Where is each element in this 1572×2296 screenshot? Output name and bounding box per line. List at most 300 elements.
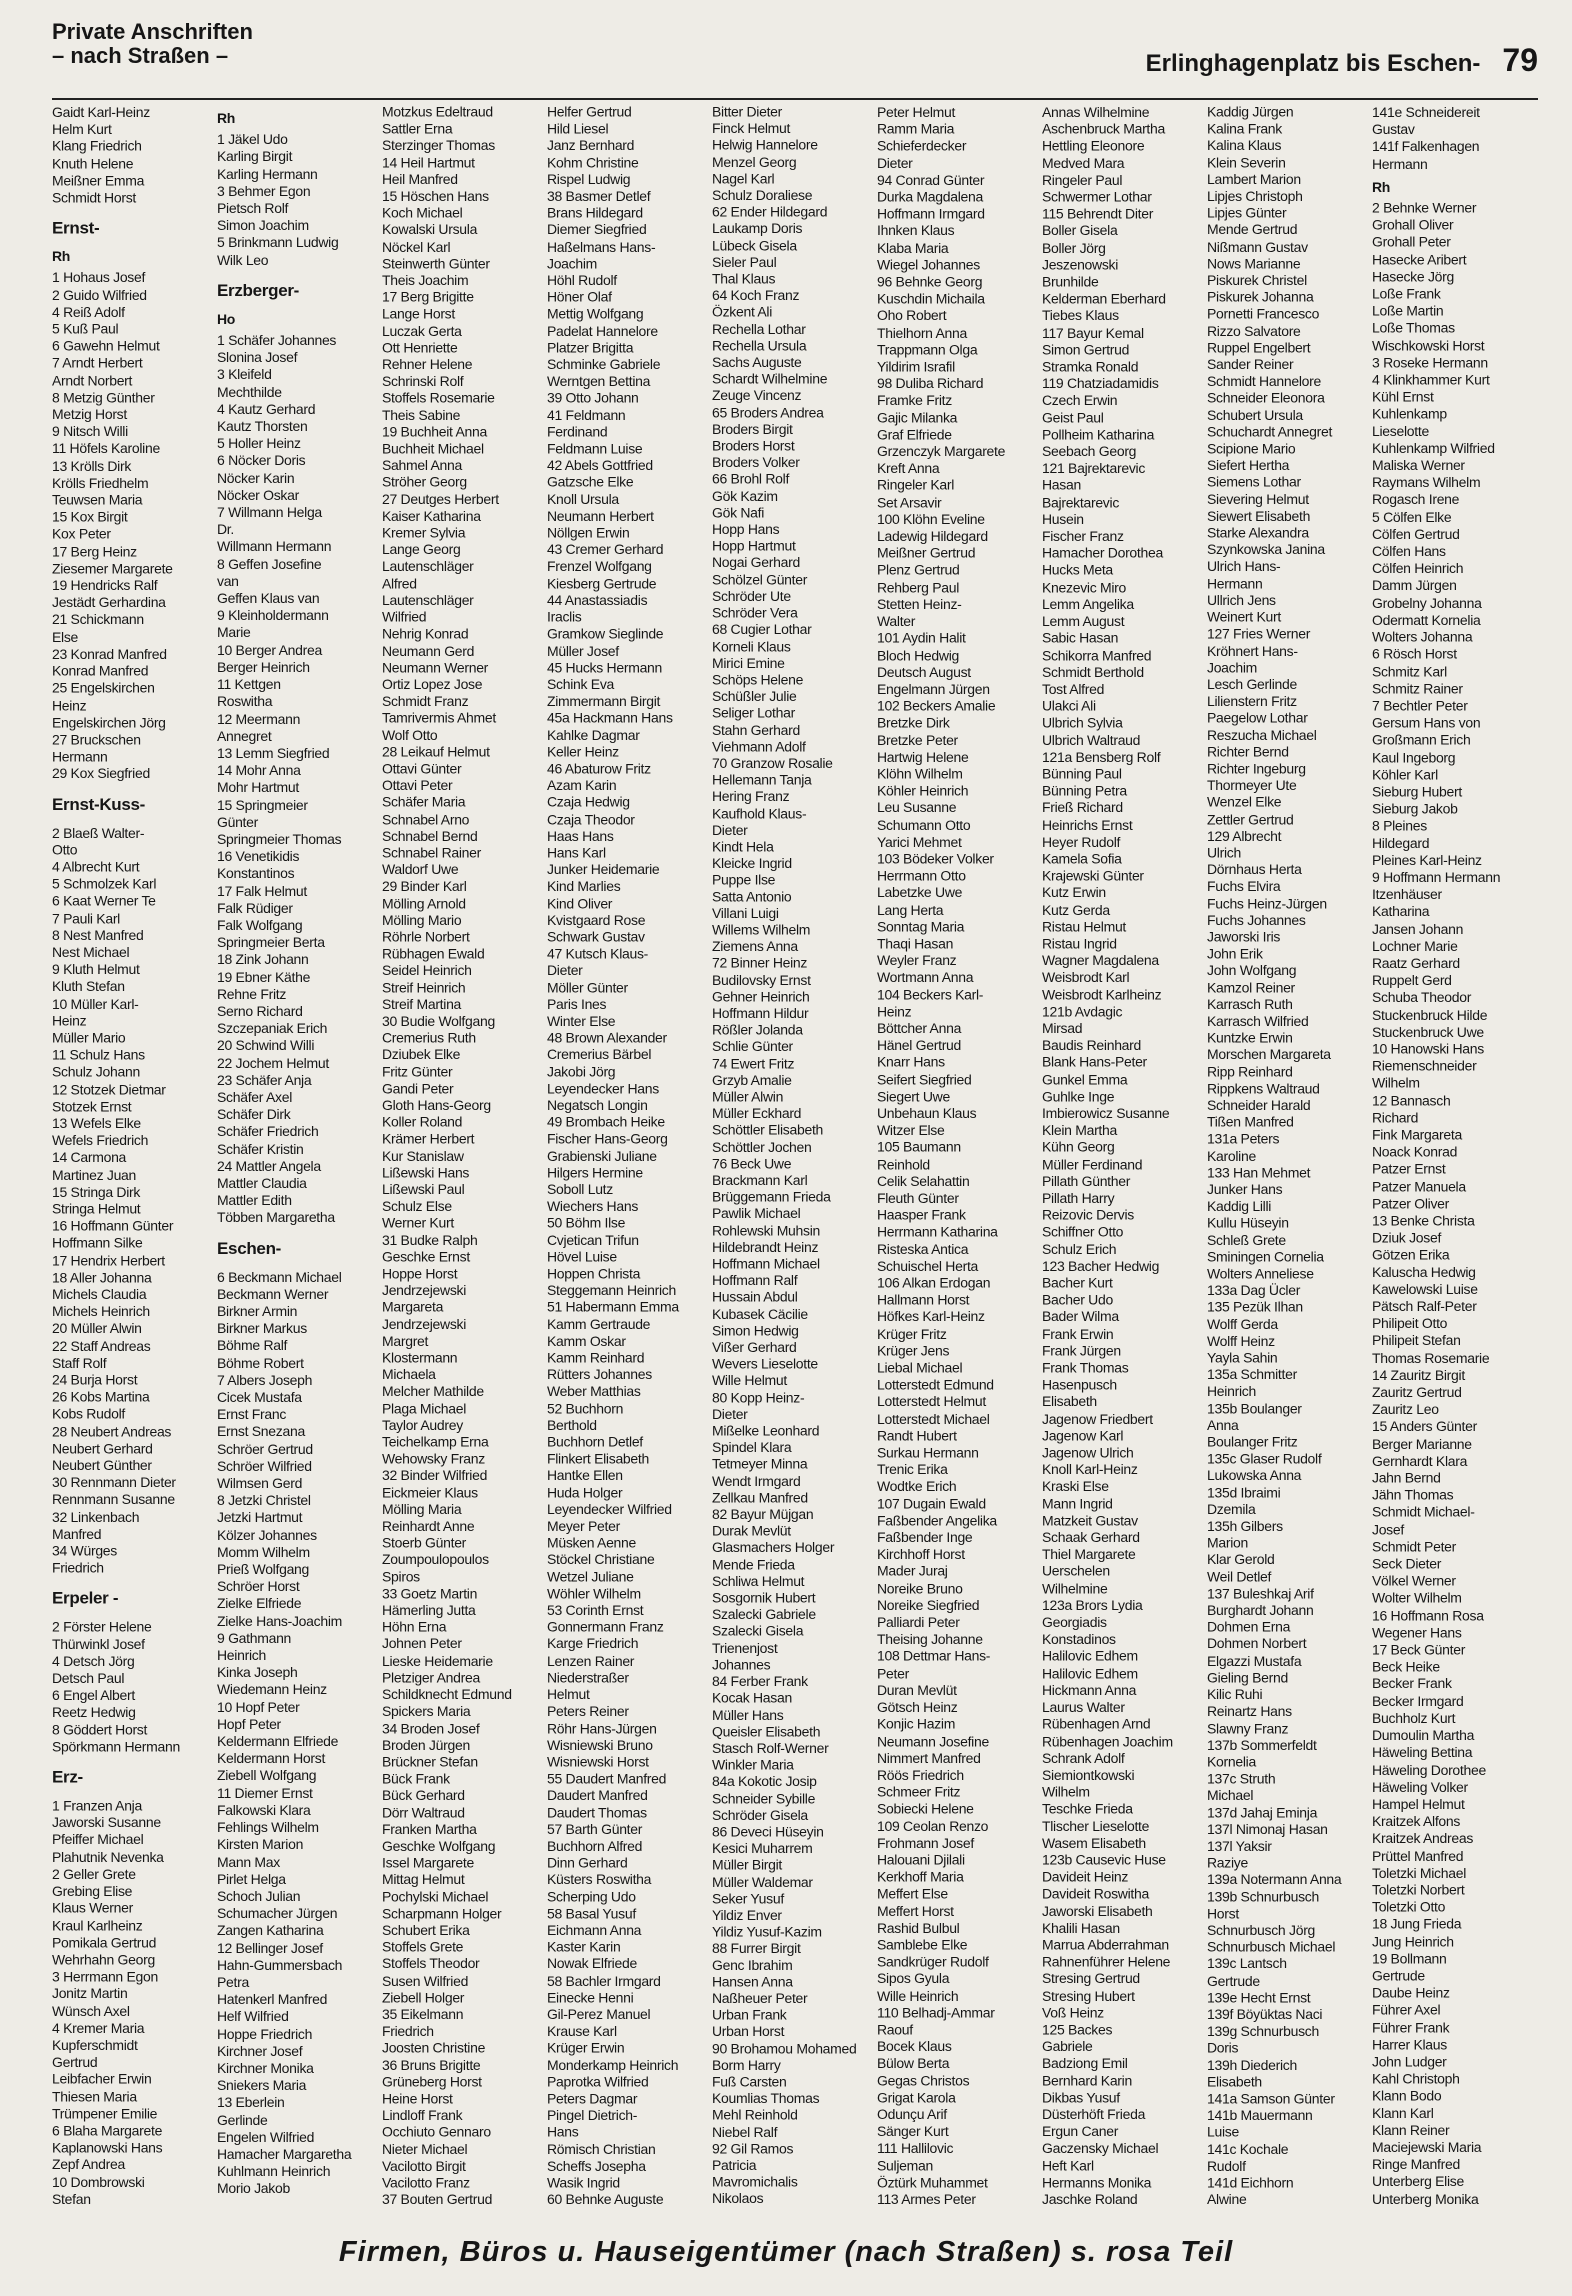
resident-entry: John Wolfgang <box>1207 962 1297 979</box>
resident-entry: Schmidt Berthold <box>1042 663 1144 680</box>
resident-entry: Ulbrich Waltraud <box>1042 731 1141 748</box>
resident-entry: Grabienski Juliane <box>547 1147 657 1164</box>
resident-entry: Durka Magdalena <box>877 188 984 205</box>
resident-entry: Hoppe Friedrich <box>217 2025 313 2042</box>
resident-entry: Boller Gisela <box>1042 222 1118 239</box>
resident-entry: 10 Dombrowski <box>52 2173 145 2190</box>
resident-entry: Friedrich <box>52 1559 104 1576</box>
resident-entry: Wisniewski Horst <box>547 1753 649 1770</box>
resident-entry: Czech Erwin <box>1042 392 1118 409</box>
resident-entry: Kornelia <box>1207 1753 1256 1770</box>
resident-entry: 74 Ewert Fritz <box>712 1055 795 1072</box>
resident-entry: Müller Hans <box>712 1706 784 1723</box>
resident-entry: 30 Rennmann Dieter <box>52 1474 176 1491</box>
resident-entry: Lotterstedt Michael <box>877 1410 990 1427</box>
resident-entry: Pietsch Rolf <box>217 200 289 217</box>
resident-entry: Dzemila <box>1207 1501 1256 1517</box>
resident-entry: Itzenhäuser <box>1372 886 1442 903</box>
resident-entry: Berthold <box>547 1417 597 1433</box>
resident-entry: Halilovic Edhem <box>1042 1648 1138 1664</box>
resident-entry: Neumann Herbert <box>547 508 654 524</box>
resident-entry: Wefels Friedrich <box>52 1132 149 1149</box>
resident-entry: Kahl Christoph <box>1372 2070 1460 2087</box>
resident-entry: 123a Brors Lydia <box>1042 1597 1143 1614</box>
resident-entry: Schulz Johann <box>52 1063 140 1080</box>
resident-entry: Bitter Dieter <box>712 104 783 120</box>
resident-entry: Jagenow Ulrich <box>1042 1444 1134 1461</box>
resident-entry: Hasan <box>1042 477 1081 494</box>
resident-entry: Michels Claudia <box>52 1286 147 1303</box>
resident-entry: Wendt Irmgard <box>712 1473 801 1489</box>
resident-entry: 10 Hopf Peter <box>217 1698 300 1715</box>
resident-entry: 129 Albrecht <box>1207 827 1282 844</box>
resident-entry: Wilk Leo <box>217 251 269 268</box>
resident-entry: Ristau Ingrid <box>1042 935 1117 952</box>
resident-entry: Rippkens Waltraud <box>1207 1080 1320 1097</box>
resident-entry: Jähn Thomas <box>1372 1486 1454 1503</box>
resident-entry: Neumann Josefine <box>877 1733 989 1749</box>
resident-entry: Gernhardt Klara <box>1372 1452 1468 1469</box>
resident-entry: Alfred <box>382 575 417 592</box>
resident-entry: Hucks Meta <box>1042 562 1113 578</box>
resident-entry: Einecke Henni <box>547 1989 634 2006</box>
resident-entry: Richard <box>1372 1109 1419 1126</box>
resident-entry: 5 Cölfen Elke <box>1372 508 1452 525</box>
resident-entry: Kaiser Katharina <box>382 508 481 524</box>
resident-entry: 1 Franzen Anja <box>52 1797 142 1814</box>
resident-entry: 4 Albrecht Kurt <box>52 858 140 875</box>
resident-entry: Krämer Herbert <box>382 1130 475 1147</box>
resident-entry: Luczak Gerta <box>382 322 462 339</box>
resident-entry: Szalecki Gabriele <box>712 1606 816 1623</box>
resident-entry: Dohmen Norbert <box>1207 1635 1307 1652</box>
resident-entry: Neumann Werner <box>382 659 489 676</box>
resident-entry: Konstadinos <box>1042 1631 1116 1648</box>
resident-entry: Risteska Antica <box>877 1240 969 1257</box>
resident-entry: Marion <box>1207 1534 1248 1551</box>
resident-entry: Pirlet Helga <box>217 1870 286 1887</box>
resident-entry: 19 Hendricks Ralf <box>52 577 158 594</box>
resident-entry: 13 Benke Christa <box>1372 1212 1475 1229</box>
resident-entry: Stuckenbruck Hilde <box>1372 1006 1488 1023</box>
resident-entry: Jung Heinrich <box>1372 1933 1454 1950</box>
resident-entry: 141c Kochale <box>1207 2141 1289 2157</box>
resident-entry: Schröer Horst <box>217 1578 300 1595</box>
resident-entry: Lotterstedt Edmund <box>877 1376 994 1393</box>
resident-entry: Wünsch Axel <box>52 2002 130 2019</box>
resident-entry: Wetzel Juliane <box>547 1568 634 1585</box>
resident-entry: Lindloff Frank <box>382 2107 463 2124</box>
resident-entry: Mann Max <box>217 1853 280 1870</box>
resident-entry: Spindel Klara <box>712 1439 792 1456</box>
resident-entry: Sieburg Jakob <box>1372 800 1458 817</box>
resident-entry: 4 Kremer Maria <box>52 2019 145 2036</box>
district-code: Rh <box>1372 178 1391 195</box>
resident-entry: Tiebes Klaus <box>1042 307 1119 324</box>
resident-entry: 23 Schäfer Anja <box>217 1071 312 1088</box>
resident-entry: 14 Zauritz Birgit <box>1372 1366 1465 1383</box>
resident-entry: 6 Engel Albert <box>52 1687 135 1704</box>
resident-entry: Hallmann Horst <box>877 1291 970 1308</box>
resident-entry: Kuntzke Erwin <box>1207 1029 1293 1046</box>
resident-entry: Schmidt Peter <box>1372 1538 1457 1555</box>
resident-entry: Brüggemann Frieda <box>712 1189 831 1205</box>
resident-entry: Eichmann Anna <box>547 1922 642 1938</box>
resident-entry: Rößler Jolanda <box>712 1022 803 1038</box>
resident-entry: 131a Peters <box>1207 1130 1280 1147</box>
resident-entry: Azam Karin <box>547 777 617 794</box>
resident-entry: Haasper Frank <box>877 1207 966 1223</box>
resident-entry: 5 Brinkmann Ludwig <box>217 234 339 251</box>
resident-entry: 15 Anders Günter <box>1372 1418 1477 1435</box>
resident-entry: Kox Peter <box>52 526 111 542</box>
resident-entry: Ziesemer Margarete <box>52 560 173 577</box>
resident-entry: Faßbender Angelika <box>877 1512 997 1529</box>
resident-entry: Patricia <box>712 2157 757 2174</box>
resident-entry: Böhme Robert <box>217 1354 304 1371</box>
resident-entry: 76 Beck Uwe <box>712 1155 792 1172</box>
resident-entry: Bretzke Dirk <box>877 714 950 731</box>
resident-entry: Kilic Ruhi <box>1207 1686 1263 1703</box>
resident-entry: Schlie Günter <box>712 1038 793 1055</box>
resident-entry: Scheffs Josepha <box>547 2157 646 2174</box>
resident-entry: Randt Hubert <box>877 1427 957 1444</box>
resident-entry: Stasch Rolf-Werner <box>712 1740 829 1756</box>
resident-entry: Bülow Berta <box>877 2055 950 2072</box>
resident-entry: Stresing Hubert <box>1042 1987 1135 2004</box>
resident-entry: Mölling Arnold <box>382 895 466 911</box>
resident-entry: Staff Rolf <box>52 1354 107 1371</box>
resident-entry: Kraski Else <box>1042 1478 1109 1495</box>
resident-entry: Köhler Karl <box>1372 766 1438 783</box>
directory-column <box>1372 104 1533 2207</box>
section-heading-line1: Private Anschriften <box>52 19 253 44</box>
resident-entry: Lang Herta <box>877 901 944 918</box>
resident-entry: Jaworski Iris <box>1207 928 1281 945</box>
resident-entry: Gramkow Sieglinde <box>547 625 664 642</box>
resident-entry: Gertrude <box>1372 1967 1425 1984</box>
resident-entry: 9 Nitsch Willi <box>52 423 128 440</box>
resident-entry: Koch Michael <box>382 205 463 221</box>
resident-entry: Sonntag Maria <box>877 918 965 935</box>
resident-entry: Hering Franz <box>712 788 790 805</box>
resident-entry: Duran Mevlüt <box>877 1682 957 1698</box>
resident-entry: Wehowsky Franz <box>382 1450 485 1467</box>
resident-entry: Kirchhoff Horst <box>877 1546 965 1563</box>
resident-entry: 82 Bayur Müjgan <box>712 1506 814 1522</box>
resident-entry: 49 Brombach Heike <box>547 1114 665 1130</box>
resident-entry: Reinhardt Anne <box>382 1518 475 1534</box>
resident-entry: Birkner Markus <box>217 1320 307 1337</box>
resident-entry: Raziye <box>1207 1854 1248 1871</box>
resident-entry: Schubert Ursula <box>1207 407 1303 423</box>
resident-entry: Nehrig Konrad <box>382 625 469 642</box>
resident-entry: Lipjes Günter <box>1207 205 1287 221</box>
resident-entry: Plaga Michael <box>382 1400 467 1416</box>
resident-entry: Falk Wolfgang <box>217 916 303 933</box>
resident-entry: Schmidt Hannelore <box>1207 373 1321 390</box>
resident-entry: 3 Herrmann Egon <box>52 1968 159 1985</box>
resident-entry: Kamm Reinhard <box>547 1349 645 1366</box>
resident-entry: Krüger Fritz <box>877 1325 947 1342</box>
resident-entry: 8 Metzig Günther <box>52 389 155 406</box>
resident-entry: 42 Abels Gottfried <box>547 457 653 474</box>
resident-entry: Trappmann Olga <box>877 341 978 358</box>
resident-entry: Kamzol Reiner <box>1207 979 1295 996</box>
resident-entry: 5 Schmolzek Karl <box>52 875 157 892</box>
resident-entry: Herrmann Katharina <box>877 1223 998 1240</box>
resident-entry: Surkau Hermann <box>877 1444 979 1461</box>
resident-entry: Kahlke Dagmar <box>547 726 640 743</box>
resident-entry: Müller Ferdinand <box>1042 1156 1143 1172</box>
resident-entry: Schöttler Elisabeth <box>712 1122 824 1138</box>
resident-entry: Kaufhold Klaus- <box>712 805 807 821</box>
resident-entry: Schöps Helene <box>712 671 804 688</box>
resident-entry: Ullrich Jens <box>1207 592 1276 608</box>
resident-entry: Hansen Anna <box>712 1973 793 1990</box>
resident-entry: Klöhn Wilhelm <box>877 765 963 782</box>
resident-entry: Schäfer Kristin <box>217 1140 304 1157</box>
resident-entry: Dieter <box>877 154 913 171</box>
resident-entry: Bück Frank <box>382 1770 450 1787</box>
resident-entry: Weil Detlef <box>1207 1568 1272 1585</box>
resident-entry: Jansen Johann <box>1372 920 1464 937</box>
resident-entry: Bretzke Peter <box>877 731 958 748</box>
resident-entry: 19 Bollmann <box>1372 1950 1447 1967</box>
resident-entry: Cremerius Ruth <box>382 1029 476 1046</box>
resident-entry: 123b Causevic Huse <box>1042 1851 1166 1868</box>
resident-entry: Hamacher Dorothea <box>1042 545 1163 561</box>
resident-entry: Siemens Lothar <box>1207 474 1301 491</box>
resident-entry: Davideit Roswitha <box>1042 1885 1149 1902</box>
directory-column <box>52 104 213 2207</box>
resident-entry: Wenzel Elke <box>1207 794 1282 810</box>
resident-entry: 119 Chatziadamidis <box>1042 375 1159 392</box>
resident-entry: 7 Pauli Karl <box>52 909 120 926</box>
resident-entry: Wöhler Wilhelm <box>547 1585 641 1602</box>
resident-entry: Stahn Gerhard <box>712 721 800 738</box>
resident-entry: Röhr Hans-Jürgen <box>547 1720 657 1736</box>
resident-entry: Taylor Audrey <box>382 1417 463 1433</box>
resident-entry: Frieß Richard <box>1042 799 1123 816</box>
resident-entry: 135 Pezük Ilhan <box>1207 1299 1303 1315</box>
resident-entry: Odunçu Arif <box>877 2106 947 2123</box>
resident-entry: Borm Harry <box>712 2057 781 2073</box>
resident-entry: Dziuk Josef <box>1372 1229 1442 1246</box>
resident-entry: Springmeier Berta <box>217 934 325 951</box>
resident-entry: Knoll Ursula <box>547 491 619 507</box>
resident-entry: Hasecke Aribert <box>1372 251 1467 268</box>
resident-entry: Starke Alexandra <box>1207 524 1309 541</box>
resident-entry: Schäfer Friedrich <box>217 1123 319 1140</box>
resident-entry: 16 Hoffmann Günter <box>52 1217 174 1234</box>
resident-entry: Peter <box>877 1665 909 1681</box>
resident-entry: Raatz Gerhard <box>1372 954 1460 971</box>
resident-entry: Leibfacher Erwin <box>52 2071 152 2088</box>
resident-entry: Vißer Gerhard <box>712 1339 797 1355</box>
resident-entry: Mohr Hartmut <box>217 779 299 796</box>
resident-entry: Stoerb Günter <box>382 1534 467 1551</box>
resident-entry: Zepf Andrea <box>52 2156 125 2173</box>
resident-entry: Böttcher Anna <box>877 1020 962 1037</box>
resident-entry: Mende Gertrud <box>1207 221 1298 238</box>
resident-entry: Röös Friedrich <box>877 1766 964 1783</box>
resident-entry: Rizzo Salvatore <box>1207 322 1301 339</box>
resident-entry: 26 Kobs Martina <box>52 1388 150 1405</box>
resident-entry: Sander Reiner <box>1207 356 1294 373</box>
resident-entry: Tetmeyer Minna <box>712 1456 808 1472</box>
resident-entry: Kleicke Ingrid <box>712 855 792 871</box>
resident-entry: Völkel Werner <box>1372 1572 1456 1589</box>
resident-entry: Nest Michael <box>52 944 130 961</box>
resident-entry: Annas Wilhelmine <box>1042 104 1150 120</box>
resident-entry: Heinrich <box>1207 1383 1256 1400</box>
resident-entry: Graf Elfriede <box>877 426 952 443</box>
resident-entry: Reinartz Hans <box>1207 1703 1292 1719</box>
resident-entry: Simon Gertrud <box>1042 341 1130 358</box>
resident-entry: Führer Frank <box>1372 2018 1450 2035</box>
resident-entry: Platzer Brigitta <box>547 339 634 356</box>
resident-entry: Falkowski Klara <box>217 1801 311 1818</box>
resident-entry: Hartwig Helene <box>877 748 969 765</box>
resident-entry: Cremerius Bärbel <box>547 1046 652 1063</box>
resident-entry: Feldmann Luise <box>547 440 643 457</box>
resident-entry: Birkner Armin <box>217 1303 298 1319</box>
resident-entry: Jahn Bernd <box>1372 1469 1441 1486</box>
resident-entry: Jendrzejewski <box>382 1282 467 1299</box>
resident-entry: 2 Förster Helene <box>52 1618 152 1635</box>
resident-entry: 21 Schickmann <box>52 611 144 628</box>
resident-entry: 38 Basmer Detlef <box>547 188 651 204</box>
resident-entry: Suljeman <box>877 2157 933 2174</box>
resident-entry: Gloth Hans-Georg <box>382 1097 491 1113</box>
resident-entry: Wisniewski Bruno <box>547 1737 653 1753</box>
resident-entry: Bück Gerhard <box>382 1787 465 1804</box>
resident-entry: 70 Granzow Rosalie <box>712 755 833 771</box>
resident-entry: Häweling Volker <box>1372 1778 1468 1795</box>
resident-entry: Neubert Günther <box>52 1457 152 1474</box>
resident-entry: Naßheuer Peter <box>712 1990 808 2007</box>
resident-entry: 15 Kox Birgit <box>52 508 128 525</box>
resident-entry: Luise <box>1207 2124 1239 2140</box>
resident-entry: Gegas Christos <box>877 2072 970 2089</box>
resident-entry: Keldermann Elfriede <box>217 1733 339 1750</box>
resident-entry: Loße Frank <box>1372 285 1441 302</box>
resident-entry: Wodtke Erich <box>877 1478 957 1495</box>
resident-entry: Schnurbusch Michael <box>1207 1939 1336 1955</box>
resident-entry: Kaplanowski Hans <box>52 2139 163 2156</box>
resident-entry: Pletziger Andrea <box>382 1669 480 1686</box>
resident-entry: Reinhold <box>877 1156 930 1172</box>
resident-entry: Hahn-Gummersbach <box>217 1956 343 1973</box>
resident-entry: 139b Schnurbusch <box>1207 1888 1319 1905</box>
resident-entry: Hoffmann Silke <box>52 1234 143 1251</box>
resident-entry: Marrua Abderrahman <box>1042 1936 1169 1953</box>
resident-entry: 13 Wefels Elke <box>52 1115 141 1132</box>
resident-entry: 4 Klinkhammer Kurt <box>1372 371 1490 388</box>
resident-entry: Raouf <box>877 2021 913 2038</box>
resident-entry: 117 Bayur Kemal <box>1042 324 1144 341</box>
resident-entry: Bacher Udo <box>1042 1291 1113 1308</box>
resident-entry: Brunhilde <box>1042 273 1099 290</box>
resident-entry: Sosgornik Hubert <box>712 1589 816 1606</box>
resident-entry: 7 Albers Joseph <box>217 1371 313 1388</box>
resident-entry: Lieselotte <box>1372 422 1429 439</box>
resident-entry: Lautenschläger <box>382 592 474 608</box>
resident-entry: Schröder Ute <box>712 588 791 604</box>
resident-entry: Yarici Mehmet <box>877 833 962 850</box>
resident-entry: Dikbas Yusuf <box>1042 2089 1120 2106</box>
resident-entry: 121 Bajrektarevic <box>1042 460 1146 477</box>
resident-entry: Marie <box>217 624 251 641</box>
resident-entry: Hoppen Christa <box>547 1265 641 1282</box>
resident-entry: Mirsad <box>1042 1020 1083 1037</box>
resident-entry: Bocek Klaus <box>877 2038 952 2055</box>
resident-entry: Ziemens Anna <box>712 938 798 955</box>
resident-entry: John Erik <box>1207 945 1263 962</box>
resident-entry: Hettling Eleonore <box>1042 137 1145 154</box>
resident-entry: 4 Kautz Gerhard <box>217 400 316 417</box>
resident-entry: Aschenbruck Martha <box>1042 120 1165 137</box>
resident-entry: Karrasch Wilfried <box>1207 1013 1309 1029</box>
resident-entry: Durak Mevlüt <box>712 1523 791 1539</box>
resident-entry: Uerschelen <box>1042 1563 1110 1580</box>
resident-entry: 6 Rösch Horst <box>1372 646 1457 662</box>
resident-entry: Schmidt Horst <box>52 189 137 206</box>
resident-entry: Kobs Rudolf <box>52 1405 125 1422</box>
resident-entry: Sminingen Cornelia <box>1207 1248 1324 1265</box>
resident-entry: Schneider Sybille <box>712 1790 816 1806</box>
resident-entry: Hämerling Jutta <box>382 1602 476 1618</box>
resident-entry: 106 Alkan Erdogan <box>877 1274 991 1291</box>
resident-entry: Kawelowski Luise <box>1372 1281 1478 1297</box>
resident-entry: Paris Ines <box>547 996 607 1012</box>
resident-entry: Toletzki Michael <box>1372 1864 1467 1881</box>
resident-entry: Lemm Angelika <box>1042 596 1134 612</box>
resident-entry: Knoll Karl-Heinz <box>1042 1461 1138 1478</box>
resident-entry: Kerkhoff Maria <box>877 1868 964 1885</box>
section-heading <box>52 20 253 68</box>
resident-entry: Toletzki Norbert <box>1372 1881 1465 1898</box>
resident-entry: Schwark Gustav <box>547 928 645 945</box>
resident-entry: Jaworski Elisabeth <box>1042 1902 1153 1919</box>
district-code: Rh <box>217 110 236 126</box>
resident-entry: Stefan <box>52 2190 91 2207</box>
resident-entry: Dr. <box>217 521 234 538</box>
resident-entry: Fuchs Elvira <box>1207 878 1281 895</box>
resident-entry: Bloch Hedwig <box>877 647 959 663</box>
resident-entry: Klein Martha <box>1042 1122 1117 1138</box>
resident-entry: Reizovic Dervis <box>1042 1207 1134 1223</box>
resident-entry: 48 Brown Alexander <box>547 1029 667 1046</box>
resident-entry: 31 Budke Ralph <box>382 1231 478 1248</box>
resident-entry: Ripp Reinhard <box>1207 1063 1293 1080</box>
resident-entry: Engelskirchen Jörg <box>52 714 166 731</box>
resident-entry: Ott Henriette <box>382 339 458 356</box>
resident-entry: Höhn Erna <box>382 1619 447 1635</box>
resident-entry: Krölls Friedhelm <box>52 474 149 491</box>
resident-entry: Hopp Hartmut <box>712 538 796 554</box>
resident-entry: 88 Furrer Birgit <box>712 1940 801 1957</box>
resident-entry: Fischer Franz <box>1042 528 1124 545</box>
resident-entry: Werntgen Bettina <box>547 373 651 390</box>
resident-entry: 4 Reiß Adolf <box>52 303 125 320</box>
resident-entry: Karoline <box>1207 1147 1256 1164</box>
resident-entry: Plahutnik Nevenka <box>52 1848 164 1865</box>
resident-entry: Ihnken Klaus <box>877 222 955 239</box>
resident-entry: Schrank Adolf <box>1042 1750 1125 1766</box>
resident-entry: Kuhlmann Heinrich <box>217 2163 331 2180</box>
